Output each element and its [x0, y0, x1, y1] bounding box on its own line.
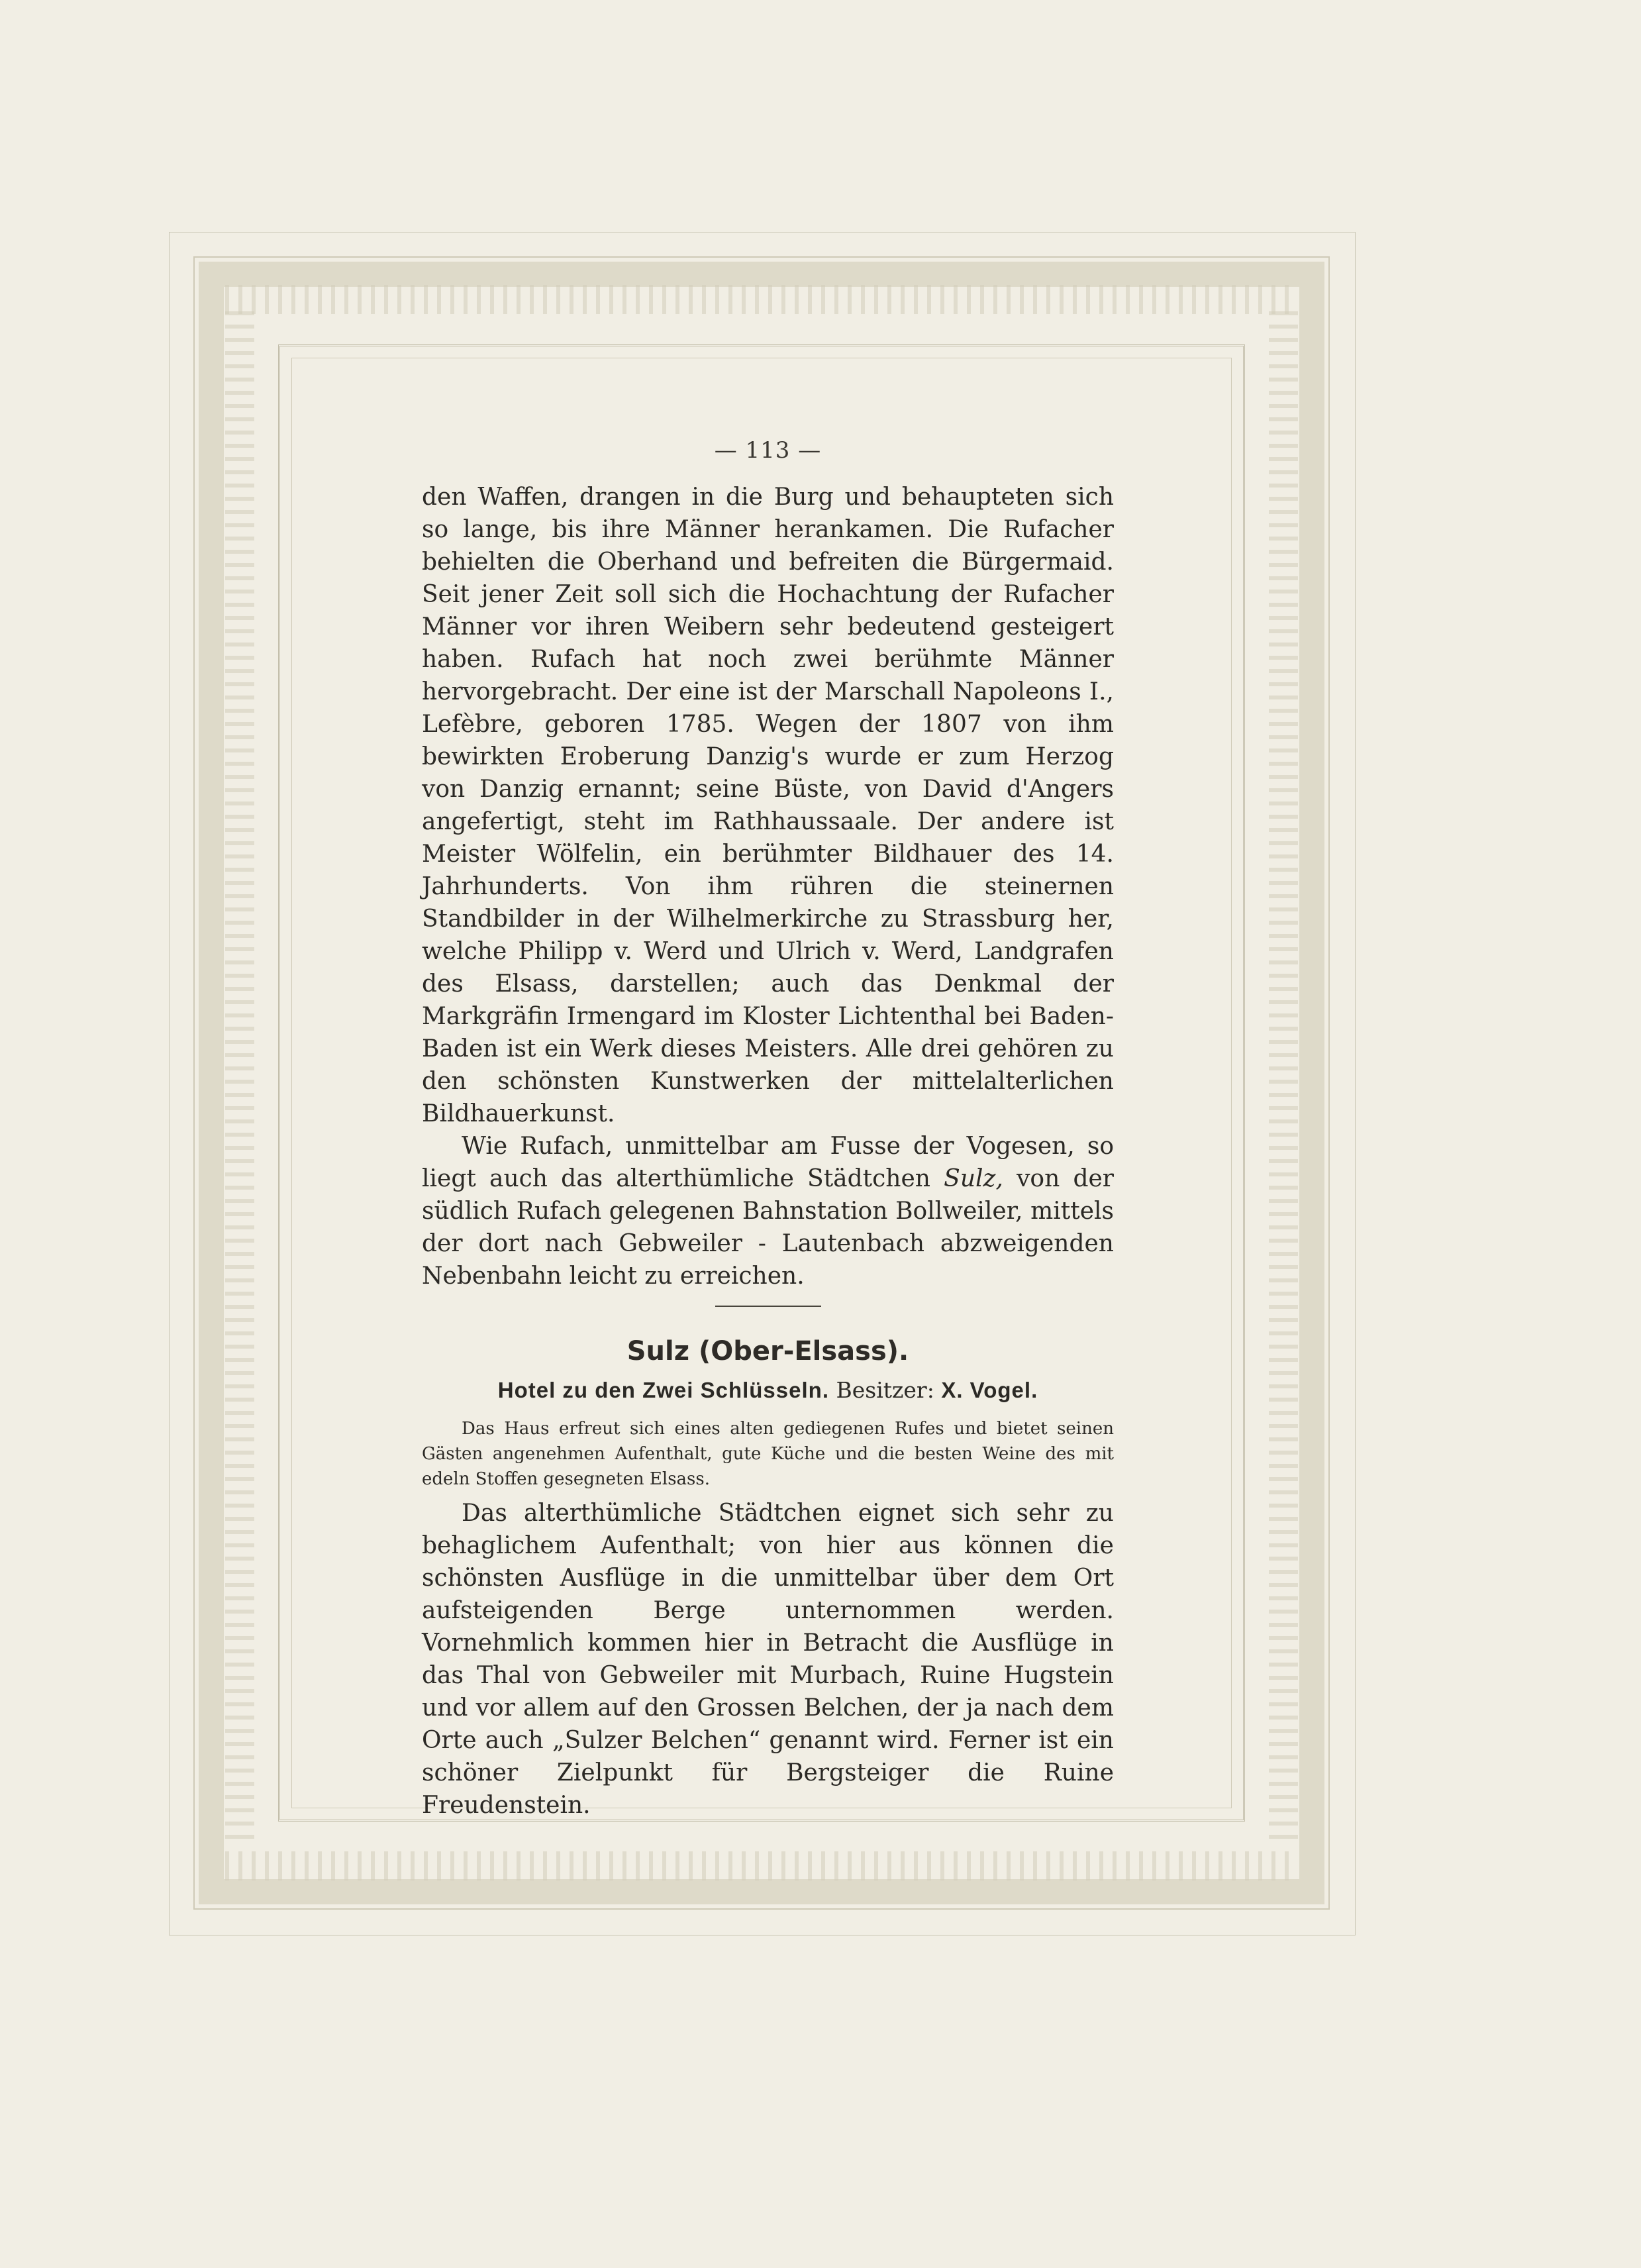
ornament-left: [225, 311, 254, 1848]
sulz-intro-italic: Sulz,: [944, 1165, 1003, 1192]
ornament-bottom: [225, 1851, 1298, 1881]
hotel-name: Hotel zu den Zwei Schlüsseln.: [497, 1378, 829, 1402]
sulz-intro-before: Wie Rufach, unmittelbar am Fusse der Vogesen, so liegt auch das alterthümliche Städtchen: [422, 1133, 1114, 1192]
ornament-right: [1269, 311, 1298, 1848]
paragraph-rufach: den Waffen, drangen in die Burg und behaupteten sich so lange, bis ihre Männer herankamen. Die Rufacher behielten die Oberhand und befreiten die Bürgermaid. Seit jener Zeit soll sich die Hochachtung der Rufacher Männer vor ihren Weibern sehr bedeutend gesteigert haben. Rufach hat noch zwei berühmte Männer hervorgebracht. Der eine ist der Marschall Napoleons I., Lefèbre, geboren 1785. Wegen der 1807 von ihm bewirkten Eroberung Danzig's wurde er zum Herzog von Danzig ernannt; seine Büste, von David d'Angers angefertigt, steht im Rathhaussaale. Der andere ist Meister Wölfelin, ein berühmter Bildhauer des 14. Jahrhunderts. Von ihm rühren die steinernen Standbilder in der Wilhelmerkirche zu Strassburg her, welche Philipp v. Werd und Ulrich v. Werd, Landgrafen des Elsass, darstellen; auch das Denkmal der Markgräfin Irmengard im Kloster Lichtenthal bei Baden-Baden ist ein Werk dieses Meisters. Alle drei gehören zu den schönsten Kunstwerken der mittelalterlichen Bildhauerkunst.: [422, 484, 1114, 1127]
paragraph-sulz-intro: [422, 1130, 1114, 1292]
page-content: [422, 437, 1114, 1822]
section-divider: [715, 1306, 821, 1307]
sulz-intro-after: von der südlich Rufach gelegenen Bahnstation Bollweiler, mittels der dort nach Gebweiler - Lautenbach abzweigenden Nebenbahn leicht zu erreichen.: [422, 1165, 1114, 1290]
paragraph-closing: Das alterthümliche Städtchen eignet sich sehr zu behaglichem Aufenthalt; von hier aus können die schönsten Ausflüge in die unmittelbar über dem Ort aufsteigenden Berge unternommen werden. Vornehmlich kommen hier in Betracht die Ausflüge in das Thal von Gebweiler mit Murbach, Ruine Hugstein und vor allem auf den Grossen Belchen, der ja nach dem Orte auch „Sulzer Belchen“ genannt wird. Ferner ist ein schöner Zielpunkt für Bergsteiger die Ruine Freudenstein.: [422, 1500, 1114, 1819]
hotel-owner: X. Vogel.: [941, 1378, 1038, 1402]
section-heading: Sulz (Ober-Elsass).: [626, 1336, 909, 1366]
hotel-line: [422, 1377, 1114, 1403]
hotel-description: Das Haus erfreut sich eines alten gediegenen Rufes und bietet seinen Gästen angenehmen Aufenthalt, gute Küche und die besten Weine des mit edeln Stoffen gesegneten Elsass.: [422, 1419, 1114, 1489]
page-number: — 113 —: [714, 437, 822, 464]
hotel-owner-label: Besitzer:: [836, 1377, 934, 1403]
ornament-top: [225, 285, 1298, 314]
